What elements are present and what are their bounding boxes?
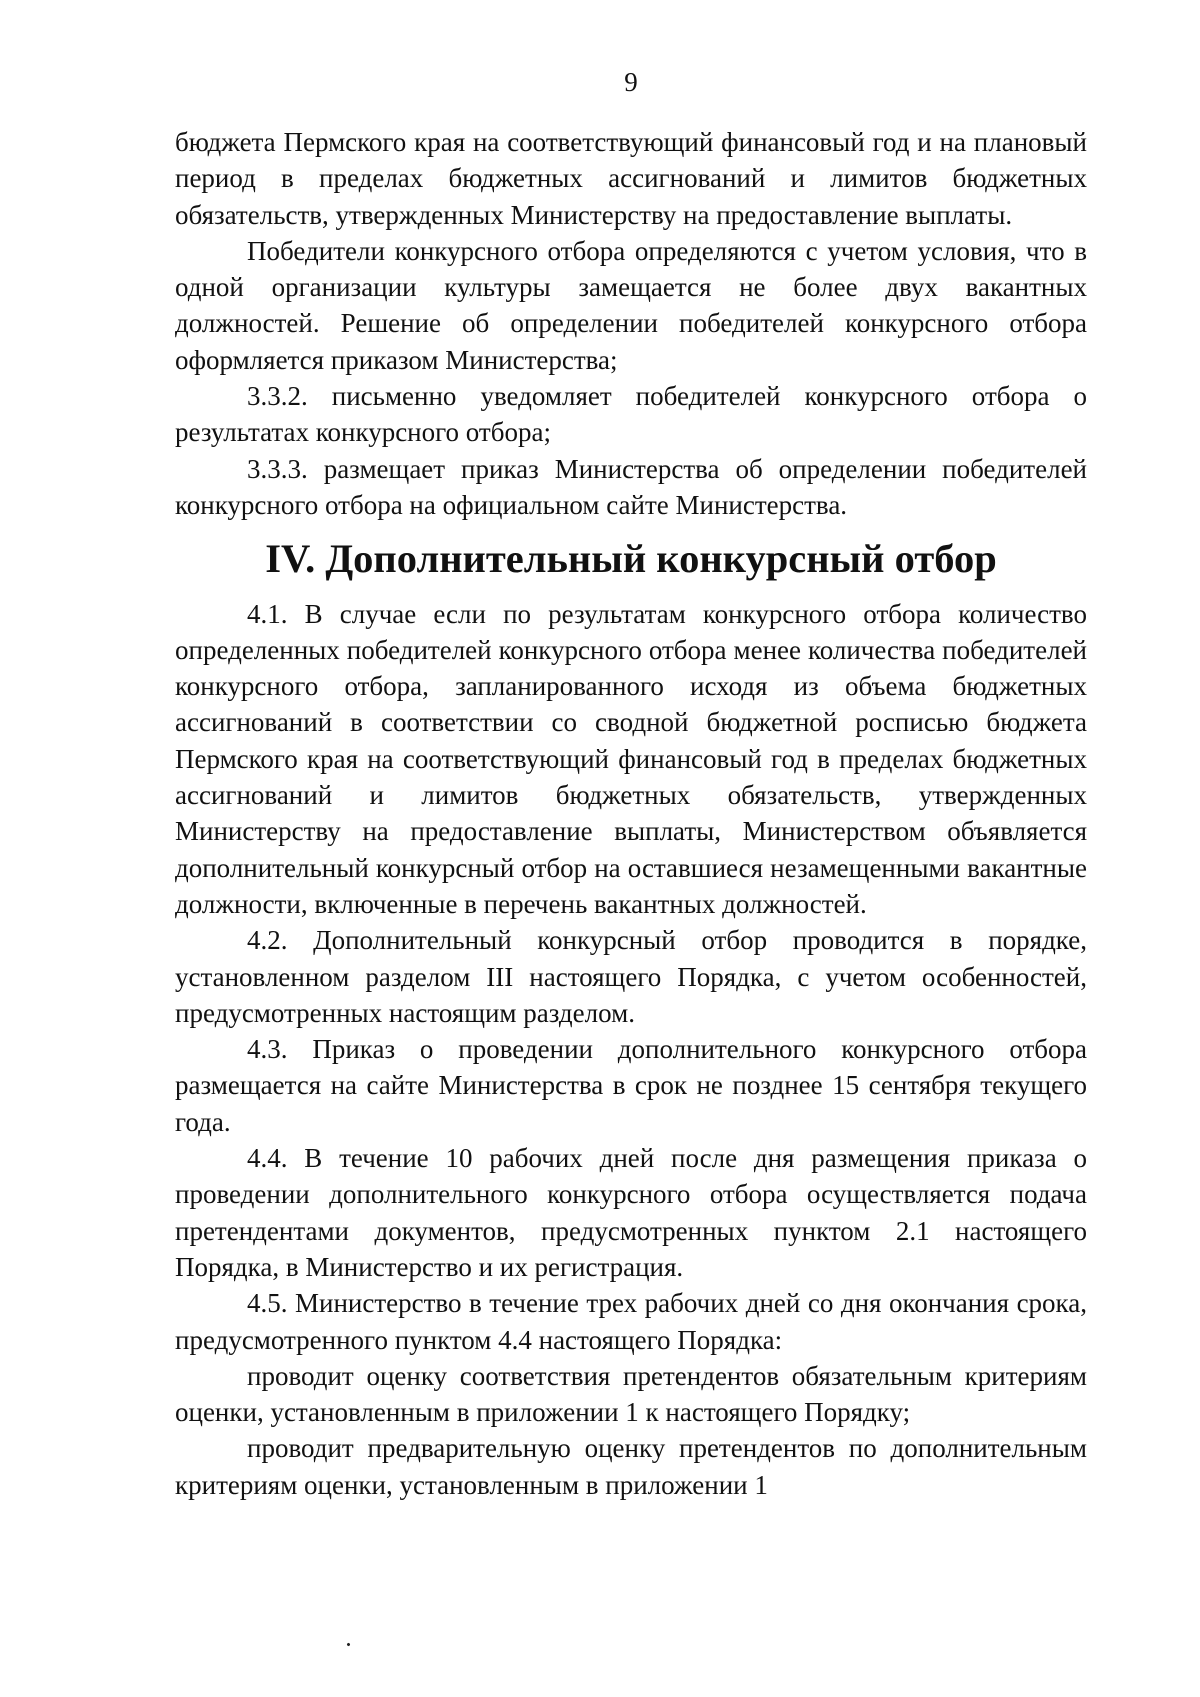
paragraph-3-3-2: 3.3.2. письменно уведомляет победителей конкурсного отбора о результатах конкурсного отбора; <box>175 381 1087 448</box>
paragraph-additional-criteria: проводит предварительную оценку претендентов по дополнительным критериям оценки, установленным в приложении 1 <box>175 1433 1087 1500</box>
page-number: 9 <box>624 67 638 97</box>
paragraph-4-3: 4.3. Приказ о проведении дополнительного конкурсного отбора размещается на сайте Министерства в срок не позднее 15 сентября текущего года. <box>175 1034 1087 1137</box>
paragraph-4-2: 4.2. Дополнительный конкурсный отбор проводится в порядке, установленном разделом III настоящего Порядка, с учетом особенностей, предусмотренных настоящим разделом. <box>175 925 1087 1028</box>
paragraph-3-3-3: 3.3.3. размещает приказ Министерства об определении победителей конкурсного отбора на официальном сайте Министерства. <box>175 453 1087 520</box>
paragraph-budget-continuation: бюджета Пермского края на соответствующий финансовый год и на плановый период в пределах бюджетных ассигнований и лимитов бюджетных обязательств, утвержденных Министерству на предоставление выплаты. <box>175 127 1087 230</box>
section-heading-iv: IV. Дополнительный конкурсный отбор <box>265 536 997 582</box>
paragraph-4-5: 4.5. Министерство в течение трех рабочих дней со дня окончания срока, предусмотренного пунктом 4.4 настоящего Порядка: <box>175 1288 1087 1355</box>
document-body <box>175 124 1087 1503</box>
paragraph-4-1: 4.1. В случае если по результатам конкурсного отбора количество определенных победителей конкурсного отбора менее количества победителей конкурсного отбора, запланированного исходя из объема бюджетных ассигнований в соответствии со сводной бюджетной росписью бюджета Пермского края на соответствующий финансовый год в пределах бюджетных ассигнований и лимитов бюджетных обязательств, утвержденных Министерству на предоставление выплаты, Министерством объявляется дополнительный конкурсный отбор на оставшиеся незамещенными вакантные должности, включенные в перечень вакантных должностей. <box>175 598 1087 919</box>
paragraph-4-4: 4.4. В течение 10 рабочих дней после дня размещения приказа о проведении дополнительного конкурсного отбора осуществляется подача претендентами документов, предусмотренных пунктом 2.1 настоящего Порядка, в Министерство и их регистрация. <box>175 1143 1087 1282</box>
paragraph-winners-condition: Победители конкурсного отбора определяются с учетом условия, что в одной организации культуры замещается не более двух вакантных должностей. Решение об определении победителей конкурсного отбора оформляется приказом Министерства; <box>175 235 1087 375</box>
paragraph-mandatory-criteria: проводит оценку соответствия претендентов обязательным критериям оценки, установленным в приложении 1 к настоящего Порядку; <box>175 1360 1087 1428</box>
scan-speck <box>346 1642 350 1646</box>
